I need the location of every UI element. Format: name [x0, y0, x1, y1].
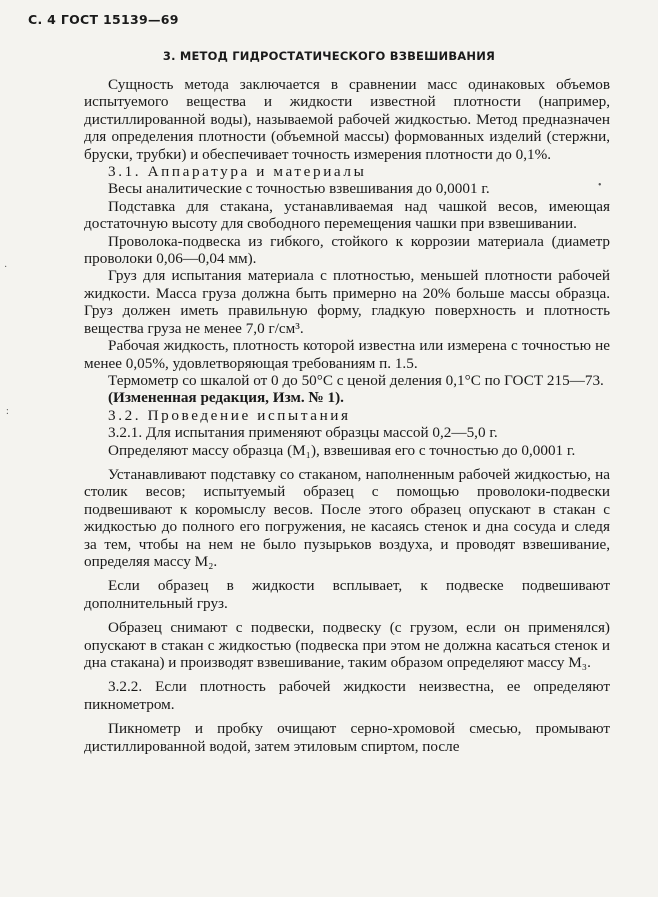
page-header: С. 4 ГОСТ 15139—69 [28, 12, 179, 27]
paragraph-stand: Подставка для стакана, устанавливаемая над чашкой весов, имеющая достаточную высоту для свободного перемещения чашки при взвешивании. [84, 197, 610, 233]
paragraph-cleaning: Пикнометр и пробку очищают серно-хромовой смесью, промывают дистиллированной водой, затем этиловым спиртом, после [84, 720, 610, 755]
scan-artifact-mark: : [6, 406, 9, 417]
body-text [84, 76, 610, 755]
paragraph-weighing-procedure: Устанавливают подставку со стаканом, наполненным рабочей жидкостью, на столик весов; испытуемый образец с помощью проволоки-подвески подвешивают к коромыслу весов. После этого образец опускают в стакан с жидкостью до полного его погружения, не касаясь стенок и дна сосуда и следя за тем, чтобы на нем не было пузырьков воздуха, и проводят взвешивание, определяя массу M₂. [84, 465, 610, 570]
paragraph-pycnometer: 3.2.2. Если плотность рабочей жидкости неизвестна, ее определяют пикнометром. [84, 678, 610, 713]
scan-artifact-mark: • [598, 180, 602, 191]
subsection-heading-apparatus: 3.1. Аппаратура и материалы [108, 163, 367, 181]
paragraph-scales: Весы аналитические с точностью взвешивания до 0,0001 г. [108, 180, 490, 198]
subsection-heading-testing: 3.2. Проведение испытания [108, 406, 351, 424]
paragraph-thermometer: Термометр со шкалой от 0 до 50°С с ценой деления 0,1°С по ГОСТ 215—73. [108, 371, 604, 389]
section-title: 3. МЕТОД ГИДРОСТАТИЧЕСКОГО ВЗВЕШИВАНИЯ [162, 49, 496, 63]
paragraph-weight: Груз для испытания материала с плотностью, меньшей плотности рабочей жидкости. Масса груза должна быть примерно на 20% больше массы образца. Груз должен иметь правильную форму, гладкую поверхность и плотность вещества груза не менее 7,0 г/см³. [84, 267, 610, 337]
paragraph-amendment: (Измененная редакция, Изм. № 1). [108, 389, 344, 407]
paragraph-sample-mass: 3.2.1. Для испытания применяют образцы массой 0,2—5,0 г. [108, 424, 498, 442]
paragraph-wire: Проволока-подвеска из гибкого, стойкого к коррозии материала (диаметр проволоки 0,06—0,04 мм). [84, 232, 610, 268]
paragraph-method-essence: Сущность метода заключается в сравнении масс одинаковых объемов испытуемого вещества и жидкости известной плотности (например, дистиллированной воды), называемой рабочей жидкостью. Метод предназначен для определения плотности (объемной массы) формованных изделий (стержни, бруски, трубки) и обеспечивает точность измерения плотности до 0,1%. [84, 76, 610, 163]
paragraph-working-liquid: Рабочая жидкость, плотность которой известна или измерена с точностью не менее 0,05%, удовлетворяющая требованиям п. 1.5. [84, 337, 610, 372]
paragraph-floating-sample: Если образец в жидкости всплывает, к подвеске подвешивают дополнительный груз. [84, 577, 610, 612]
paragraph-determine-m1: Определяют массу образца (M₁), взвешивая его с точностью до 0,0001 г. [108, 441, 576, 459]
paragraph-determine-m3: Образец снимают с подвески, подвеску (с грузом, если он применялся) опускают в стакан с жидкостью (подвеска при этом не должна касаться стенок и дна стакана) и производят взвешивание, таким образом определяют массу M₃. [84, 619, 610, 671]
scan-artifact-mark: · [4, 262, 8, 273]
